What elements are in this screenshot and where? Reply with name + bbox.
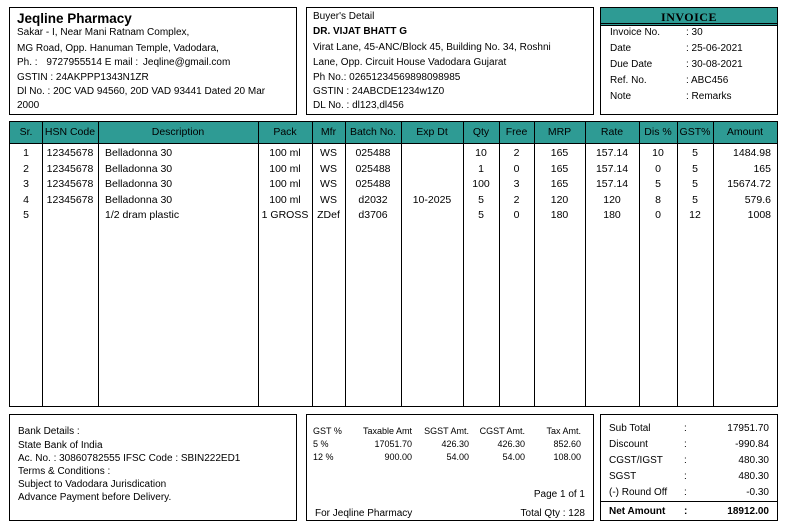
- column-header: Qty: [472, 126, 490, 138]
- column-divider: [677, 122, 678, 406]
- buyer-heading: Buyer's Detail: [313, 11, 375, 22]
- column-divider: [98, 122, 99, 406]
- table-cell: 100 ml: [269, 162, 301, 175]
- column-header: Pack: [273, 126, 297, 138]
- totals-value: -990.84: [735, 439, 769, 450]
- seller-address-1: Sakar - I, Near Mani Ratnam Complex,: [17, 27, 190, 38]
- gst-summary-cell: GST %: [313, 426, 342, 436]
- table-cell: 2: [513, 193, 520, 206]
- table-cell: Belladonna 30: [105, 162, 173, 175]
- table-cell: 8: [655, 193, 661, 206]
- table-cell: 165: [753, 162, 771, 175]
- column-divider: [258, 122, 259, 406]
- table-cell: 2: [23, 162, 29, 175]
- totals-value: -0.30: [746, 487, 769, 498]
- net-amount-value: 18912.00: [727, 506, 769, 517]
- table-cell: Belladonna 30: [105, 193, 173, 206]
- total-qty: Total Qty : 128: [520, 508, 585, 519]
- table-cell: 1: [478, 162, 484, 175]
- table-cell: Belladonna 30: [105, 178, 173, 190]
- table-cell: 025488: [355, 162, 391, 175]
- column-header: Dis %: [644, 126, 672, 138]
- table-cell: 120: [550, 193, 569, 206]
- seller-gstin-line: [17, 73, 149, 83]
- seller-box: [9, 7, 297, 115]
- gst-summary-cell: Taxable Amt: [362, 426, 412, 436]
- buyer-address-2: Lane, Opp. Circuit House Vadodara Gujarat: [313, 57, 507, 68]
- buyer-gstin: GSTIN : 24ABCDE1234w1Z0: [313, 86, 445, 97]
- term-2: Advance Payment before Delivery.: [18, 492, 172, 503]
- table-cell: 0: [513, 209, 520, 221]
- invoice-field-value: : 30: [686, 27, 703, 38]
- table-cell: 12: [689, 209, 701, 221]
- net-amount-label: Net Amount: [609, 506, 666, 517]
- table-cell: 12345678: [46, 147, 94, 159]
- page-indicator: Page 1 of 1: [533, 489, 585, 500]
- table-row: [10, 210, 777, 224]
- column-divider: [639, 122, 640, 406]
- table-cell: 120: [603, 193, 621, 206]
- table-cell: ZDef: [317, 209, 340, 221]
- gst-summary-cell: CGST Amt.: [479, 426, 525, 436]
- table-cell: 157.14: [595, 178, 629, 190]
- table-cell: 165: [550, 147, 569, 159]
- column-header: Exp Dt: [416, 126, 448, 138]
- table-cell: 5: [23, 209, 29, 221]
- table-cell: WS: [320, 193, 337, 206]
- seller-gstin-label: GSTIN :: [17, 72, 54, 83]
- gst-summary-cell: 12 %: [313, 452, 334, 462]
- table-cell: 165: [550, 178, 569, 190]
- gst-summary-cell: 426.30: [441, 439, 469, 449]
- totals-sep: :: [684, 423, 687, 434]
- table-cell: 1 GROSS: [261, 209, 309, 221]
- table-cell: 12345678: [46, 162, 94, 175]
- items-table-header: [10, 122, 777, 144]
- column-header: MRP: [547, 126, 572, 138]
- table-cell: 1: [23, 147, 29, 159]
- gst-summary-cell: SGST Amt.: [424, 426, 469, 436]
- invoice-meta-box: [600, 23, 778, 115]
- table-cell: 100 ml: [269, 193, 301, 206]
- table-cell: 10-2025: [412, 193, 452, 206]
- buyer-name: DR. VIJAT BHATT G: [313, 26, 408, 37]
- table-cell: 157.14: [595, 147, 629, 159]
- table-cell: 100 ml: [269, 147, 301, 159]
- totals-sep: :: [684, 439, 687, 450]
- column-header: Batch No.: [349, 126, 397, 138]
- table-cell: 10: [475, 147, 487, 159]
- seller-phone-line: [17, 58, 230, 68]
- column-divider: [463, 122, 464, 406]
- table-cell: 5: [692, 178, 698, 190]
- table-cell: 3: [513, 178, 520, 190]
- table-cell: 180: [550, 209, 569, 221]
- column-header: Rate: [600, 126, 624, 138]
- column-header: Amount: [726, 126, 764, 138]
- totals-value: 480.30: [738, 455, 769, 466]
- table-cell: 5: [655, 178, 661, 190]
- table-cell: WS: [320, 147, 337, 159]
- gst-summary-cell: 54.00: [446, 452, 469, 462]
- column-divider: [312, 122, 313, 406]
- column-divider: [401, 122, 402, 406]
- column-header: GST%: [679, 126, 711, 138]
- table-cell: 10: [652, 147, 664, 159]
- totals-value: 17951.70: [727, 423, 769, 434]
- column-header: HSN Code: [44, 126, 96, 138]
- table-cell: 025488: [355, 147, 391, 159]
- table-cell: 1/2 dram plastic: [105, 209, 180, 221]
- gst-summary-cell: 900.00: [384, 452, 412, 462]
- table-cell: 0: [655, 162, 661, 175]
- invoice-title: INVOICE: [661, 10, 717, 24]
- seller-name: Jeqline Pharmacy: [17, 11, 132, 26]
- totals-sep: :: [684, 487, 687, 498]
- invoice-field-label: Due Date: [610, 59, 653, 70]
- table-cell: 3: [23, 178, 29, 190]
- table-cell: d3706: [358, 209, 388, 221]
- table-cell: 0: [655, 209, 661, 221]
- table-cell: 165: [550, 162, 569, 175]
- invoice-field-label: Ref. No.: [610, 75, 647, 86]
- column-divider: [534, 122, 535, 406]
- column-divider: [585, 122, 586, 406]
- column-header: Description: [151, 126, 205, 138]
- table-cell: Belladonna 30: [105, 147, 173, 159]
- table-row: [10, 195, 777, 209]
- table-cell: 5: [692, 147, 698, 159]
- table-cell: 15674.72: [727, 178, 771, 190]
- totals-label: CGST/IGST: [609, 455, 663, 466]
- table-cell: 5: [692, 193, 698, 206]
- totals-box: [600, 414, 778, 521]
- table-cell: 100: [472, 178, 490, 190]
- net-amount-sep: :: [684, 506, 688, 517]
- table-cell: 0: [513, 162, 520, 175]
- invoice-field-value: : 25-06-2021: [686, 43, 743, 54]
- buyer-dl: DL No. : dl123,dl456: [313, 100, 404, 111]
- invoice-field-label: Date: [610, 43, 632, 54]
- seller-email-label: E mail :: [104, 57, 139, 68]
- table-cell: 1484.98: [733, 147, 771, 159]
- totals-label: Sub Total: [609, 423, 651, 434]
- table-row: [10, 179, 777, 193]
- totals-sep: :: [684, 455, 687, 466]
- table-cell: 12345678: [46, 193, 94, 206]
- table-row: [10, 164, 777, 178]
- seller-address-2: MG Road, Opp. Hanuman Temple, Vadodara,: [17, 43, 219, 54]
- table-cell: 5: [478, 193, 484, 206]
- table-cell: 025488: [355, 178, 391, 190]
- column-divider: [713, 122, 714, 406]
- totals-sep: :: [684, 471, 687, 482]
- seller-email: Jeqline@gmail.com: [142, 57, 231, 68]
- table-cell: 180: [603, 209, 621, 221]
- column-divider: [499, 122, 500, 406]
- items-table: [9, 121, 778, 407]
- table-cell: 4: [23, 193, 29, 206]
- table-cell: 2: [513, 147, 520, 159]
- totals-value: 480.30: [738, 471, 769, 482]
- invoice-field-label: Invoice No.: [610, 27, 661, 38]
- bank-name: State Bank of India: [18, 440, 103, 451]
- bank-box: [9, 414, 297, 521]
- seller-phone-label: Ph. :: [17, 57, 38, 68]
- column-header: Free: [505, 126, 528, 138]
- buyer-address-1: Virat Lane, 45-ANC/Block 45, Building No. 34, Roshni: [313, 42, 551, 53]
- table-cell: 157.14: [595, 162, 629, 175]
- gst-summary-cell: 852.60: [553, 439, 581, 449]
- invoice-field-value: : Remarks: [686, 91, 732, 102]
- table-row: [10, 148, 777, 162]
- table-cell: 12345678: [46, 178, 94, 190]
- gst-summary-cell: 54.00: [502, 452, 525, 462]
- gst-summary-box: [306, 414, 594, 521]
- buyer-phone: Ph No.: 02651234569898098985: [313, 72, 461, 83]
- gst-summary-cell: 108.00: [553, 452, 581, 462]
- seller-dl-year: 2000: [17, 100, 40, 111]
- items-table-body: [10, 143, 777, 406]
- invoice-field-value: : ABC456: [686, 75, 729, 86]
- table-cell: 5: [478, 209, 484, 221]
- totals-label: (-) Round Off: [609, 487, 668, 498]
- terms-heading: Terms & Conditions :: [18, 466, 111, 477]
- bank-account: Ac. No. : 30860782555 IFSC Code : SBIN222ED1: [18, 453, 241, 464]
- seller-dl-line: [17, 87, 265, 97]
- for-label: For Jeqline Pharmacy: [315, 508, 413, 519]
- net-amount-row: [601, 501, 777, 522]
- seller-dl-label: Dl No. :: [17, 86, 51, 97]
- column-divider: [42, 122, 43, 406]
- gst-summary-cell: 426.30: [497, 439, 525, 449]
- totals-label: Discount: [609, 439, 648, 450]
- gst-summary-cell: Tax Amt.: [546, 426, 581, 436]
- buyer-box: [306, 7, 594, 115]
- seller-dl: 20C VAD 94560, 20D VAD 93441 Dated 20 Mar: [53, 86, 266, 97]
- table-cell: 100 ml: [269, 178, 301, 190]
- term-1: Subject to Vadodara Jurisdication: [18, 479, 167, 490]
- invoice-field-label: Note: [610, 91, 632, 102]
- column-divider: [345, 122, 346, 406]
- table-cell: 1008: [747, 209, 771, 221]
- bank-heading: Bank Details :: [18, 426, 80, 437]
- totals-label: SGST: [609, 471, 637, 482]
- seller-gstin: 24AKPPP1343N1ZR: [55, 72, 149, 83]
- table-cell: 5: [692, 162, 698, 175]
- column-header: Mfr: [320, 126, 337, 138]
- column-header: Sr.: [19, 126, 33, 138]
- seller-phone: 9727955514: [46, 57, 102, 68]
- gst-summary-cell: 5 %: [313, 439, 329, 449]
- table-cell: 579.6: [744, 193, 771, 206]
- table-cell: WS: [320, 162, 337, 175]
- gst-summary-cell: 17051.70: [374, 439, 412, 449]
- invoice-field-value: : 30-08-2021: [686, 59, 743, 70]
- table-cell: WS: [320, 178, 337, 190]
- table-cell: d2032: [358, 193, 388, 206]
